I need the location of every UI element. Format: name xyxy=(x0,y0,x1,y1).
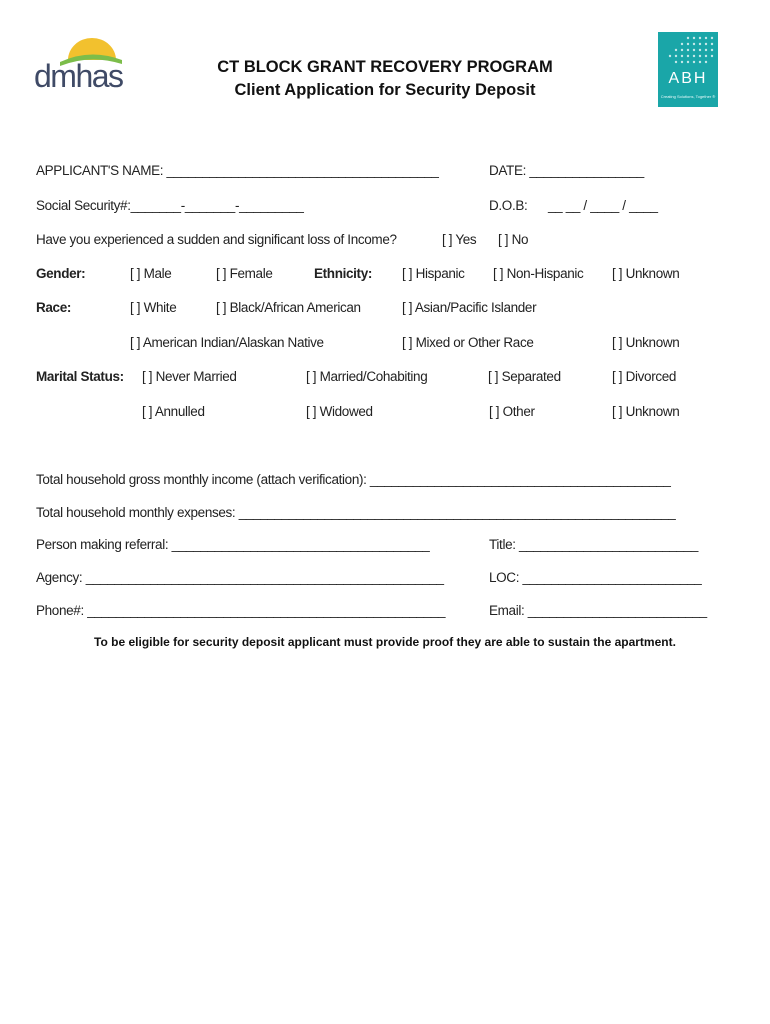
agency-field[interactable]: Agency: __________________________________________________ xyxy=(36,570,444,585)
race-unknown-checkbox[interactable]: [ ] Unknown xyxy=(612,335,680,350)
abh-wordmark: ABH xyxy=(668,70,708,87)
eligibility-note: To be eligible for security deposit applicant must provide proof they are able to sustain the apartment. xyxy=(94,635,676,649)
marital-widowed-checkbox[interactable]: [ ] Widowed xyxy=(306,404,373,419)
race-white-checkbox[interactable]: [ ] White xyxy=(130,300,177,315)
expenses-field[interactable]: Total household monthly expenses: _____________________________________________________________ xyxy=(36,505,676,520)
marital-never-married-checkbox[interactable]: [ ] Never Married xyxy=(142,369,237,384)
ssn-field[interactable]: Social Security#:_______-_______-_________ xyxy=(36,198,304,213)
marital-married-checkbox[interactable]: [ ] Married/Cohabiting xyxy=(306,369,428,384)
loc-field[interactable]: LOC: _________________________ xyxy=(489,570,702,585)
race-mixed-checkbox[interactable]: [ ] Mixed or Other Race xyxy=(402,335,534,350)
marital-annulled-checkbox[interactable]: [ ] Annulled xyxy=(142,404,205,419)
ethnicity-label: Ethnicity: xyxy=(314,266,373,281)
race-asian-checkbox[interactable]: [ ] Asian/Pacific Islander xyxy=(402,300,537,315)
ethnicity-hispanic-checkbox[interactable]: [ ] Hispanic xyxy=(402,266,465,281)
gender-label: Gender: xyxy=(36,266,86,281)
page-title: CT BLOCK GRANT RECOVERY PROGRAM xyxy=(217,58,553,76)
phone-field[interactable]: Phone#: __________________________________________________ xyxy=(36,603,446,618)
date-field[interactable]: DATE: ________________ xyxy=(489,163,644,178)
referral-title-field[interactable]: Title: _________________________ xyxy=(489,537,699,552)
income-loss-question: Have you experienced a sudden and significant loss of Income? xyxy=(36,232,397,247)
dmhas-wordmark: dmhas xyxy=(34,58,123,94)
marital-unknown-checkbox[interactable]: [ ] Unknown xyxy=(612,404,680,419)
income-loss-yes-checkbox[interactable]: [ ] Yes xyxy=(442,232,477,247)
dob-field[interactable]: __ __ / ____ / ____ xyxy=(548,198,658,213)
marital-status-label: Marital Status: xyxy=(36,369,124,384)
referral-person-field[interactable]: Person making referral: ____________________________________ xyxy=(36,537,430,552)
ethnicity-non-hispanic-checkbox[interactable]: [ ] Non-Hispanic xyxy=(493,266,584,281)
race-label: Race: xyxy=(36,300,72,315)
income-loss-no-checkbox[interactable]: [ ] No xyxy=(498,232,529,247)
income-field[interactable]: Total household gross monthly income (attach verification): __________________________________________ xyxy=(36,472,671,487)
email-field[interactable]: Email: _________________________ xyxy=(489,603,707,618)
abh-tagline: Creating Solutions, Together ® xyxy=(660,94,716,99)
marital-other-checkbox[interactable]: [ ] Other xyxy=(489,404,535,419)
marital-separated-checkbox[interactable]: [ ] Separated xyxy=(488,369,561,384)
marital-divorced-checkbox[interactable]: [ ] Divorced xyxy=(612,369,677,384)
race-black-checkbox[interactable]: [ ] Black/African American xyxy=(216,300,361,315)
race-american-indian-checkbox[interactable]: [ ] American Indian/Alaskan Native xyxy=(130,335,324,350)
applicant-name-field[interactable]: APPLICANT'S NAME: ______________________________________ xyxy=(36,163,439,178)
gender-female-checkbox[interactable]: [ ] Female xyxy=(216,266,273,281)
dob-label: D.O.B: xyxy=(489,198,528,213)
page-subtitle: Client Application for Security Deposit xyxy=(234,81,536,99)
gender-male-checkbox[interactable]: [ ] Male xyxy=(130,266,172,281)
ethnicity-unknown-checkbox[interactable]: [ ] Unknown xyxy=(612,266,680,281)
